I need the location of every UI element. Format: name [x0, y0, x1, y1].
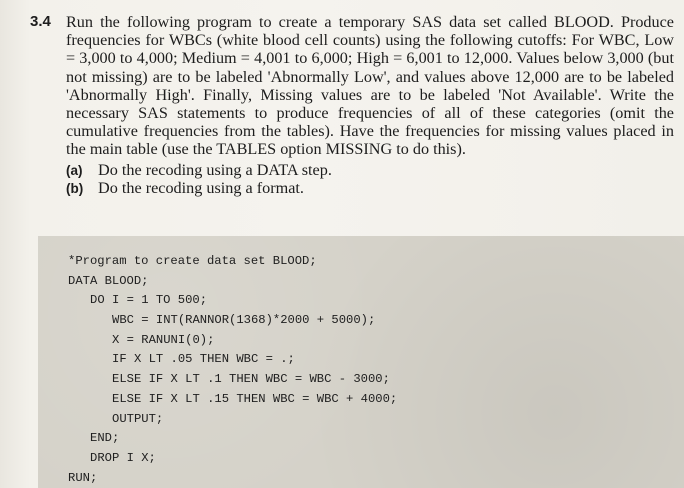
part-text: Do the recoding using a DATA step. [98, 161, 332, 179]
code-line: DATA BLOOD; [68, 273, 149, 288]
code-line: DROP I X; [90, 450, 156, 465]
problem-parts [66, 161, 674, 197]
code-line: IF X LT .05 THEN WBC = .; [112, 352, 295, 367]
code-listing-box [38, 236, 684, 488]
code-line: *Program to create data set BLOOD; [68, 254, 317, 268]
code-line: ELSE IF X LT .15 THEN WBC = WBC + 4000; [112, 391, 398, 406]
problem-number: 3.4 [30, 13, 51, 30]
code-line: DO I = 1 TO 500; [90, 293, 208, 308]
problem-statement: Run the following program to create a temporary SAS data set called BLOOD. Produce frequencies for WBCs (white blood cell counts) using the following cutoffs: For WBC, Low = 3,000 to 4,000; Medium = 4,001 to 6,000; High = 6,001 to 12,000. Values below 3,000 (but not missing) are to be labeled 'Abnormally Low', and values above 12,000 are to be labeled 'Abnormally High'. Finally, Missing values are to be labeled 'Not Available'. Write the necessary SAS statements to produce frequencies of all of these categories (omit the cumulative frequencies from the tables). Have the frequencies for missing values placed in the main table (use the TABLES option MISSING to do this). [66, 13, 674, 159]
problem-part-a [66, 161, 674, 179]
code-line: X = RANUNI(0); [112, 332, 215, 347]
part-label: (a) [66, 163, 83, 178]
part-label: (b) [66, 181, 84, 196]
code-line: WBC = INT(RANNOR(1368)*2000 + 5000); [112, 313, 376, 328]
problem-part-b [66, 179, 674, 197]
code-line: RUN; [68, 470, 98, 485]
bleed-through-text [2, 14, 62, 207]
code-line: ELSE IF X LT .1 THEN WBC = WBC - 3000; [112, 372, 390, 387]
sas-program-code [68, 252, 397, 488]
part-text: Do the recoding using a format. [98, 179, 304, 197]
code-line: END; [90, 431, 120, 446]
code-line: OUTPUT; [112, 411, 164, 426]
